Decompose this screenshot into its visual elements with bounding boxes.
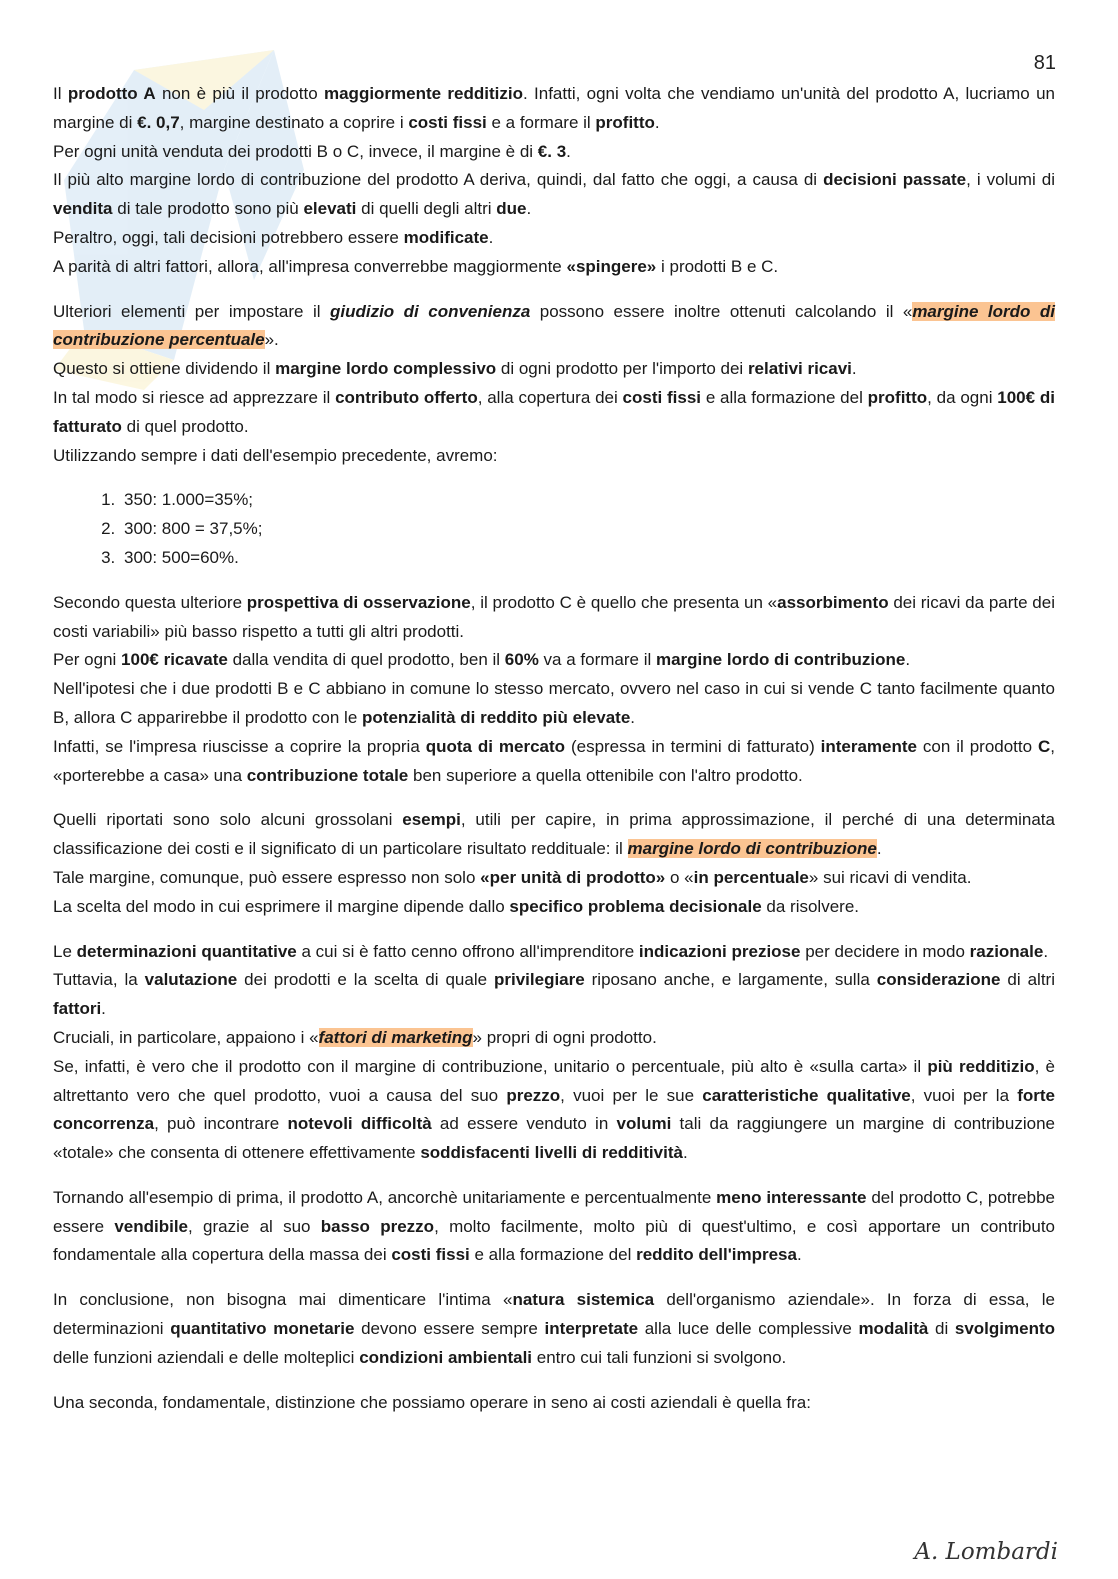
text-line (53, 675, 1055, 733)
bold-term: costi fissi (391, 1245, 470, 1265)
bold-term: €. 0,7 (137, 112, 180, 132)
text-run: delle funzioni aziendali e delle molteplici (53, 1347, 360, 1367)
text-run: , il prodotto C è quello che presenta un « (470, 592, 778, 612)
text-run: , i volumi di (966, 170, 1055, 190)
bold-term: prezzo (506, 1085, 561, 1105)
text-line (53, 966, 1055, 1024)
text-run: , vuoi per la (910, 1085, 1018, 1105)
text-run: va a formare il (538, 650, 656, 670)
text-run: con il prodotto (917, 736, 1038, 756)
bold-term: modalità (858, 1319, 929, 1339)
author-signature: A. Lombardi (914, 1539, 1058, 1565)
bold-term: interamente (820, 736, 918, 756)
text-line (53, 806, 1055, 864)
bold-term: privilegiare (494, 970, 585, 990)
bold-term: notevoli difficoltà (287, 1114, 432, 1134)
list-item: 1. 350: 1.000=35%; (120, 486, 1055, 515)
text-line (53, 298, 1055, 356)
text-line (53, 224, 1055, 253)
text-line (53, 1286, 1055, 1372)
text-line (53, 442, 1055, 471)
text-line (53, 733, 1055, 791)
text-run: per decidere in modo (800, 941, 970, 961)
text-run: . (1043, 941, 1049, 961)
text-run: o « (665, 867, 694, 887)
text-run: Il (53, 84, 68, 103)
list-item: 2. 300: 800 = 37,5%; (120, 515, 1055, 544)
text-run: e alla formazione del (701, 387, 868, 407)
bold-term: «spingere» (566, 256, 657, 276)
text-run: , grazie al suo (188, 1216, 321, 1236)
bold-term: contribuzione totale (246, 765, 409, 785)
text-line (53, 589, 1055, 647)
bold-term: valutazione (144, 970, 238, 990)
text-run: . (101, 999, 106, 1019)
text-run: alla luce delle complessive (638, 1319, 859, 1339)
text-run: , alla copertura dei (477, 387, 623, 407)
bold-term: due (496, 199, 527, 219)
text-run: dei prodotti e la scelta di quale (237, 970, 494, 990)
bold-term: costi fissi (408, 112, 487, 132)
paragraph (53, 298, 1055, 471)
text-run: di altri (1000, 970, 1055, 990)
bold-term: svolgimento (954, 1319, 1055, 1339)
text-line (53, 80, 1055, 138)
text-run: non è più il prodotto (155, 84, 324, 103)
numbered-list (53, 486, 1055, 572)
bold-term: considerazione (876, 970, 1001, 990)
bold-term: relativi ricavi (747, 359, 852, 379)
bold-term: in percentuale (693, 867, 809, 887)
text-line (53, 166, 1055, 224)
bold-term: costi fissi (622, 387, 702, 407)
text-line (53, 938, 1055, 967)
text-line (53, 864, 1055, 893)
bold-term: margine lordo di contribuzione (655, 650, 906, 670)
text-run: e a formare il (486, 112, 596, 132)
text-run: A parità di altri fattori, allora, all'impresa converrebbe maggiormente (53, 256, 567, 276)
text-run: Il più alto margine lordo di contribuzione del prodotto A deriva, quindi, dal fatto che oggi, a causa di (53, 170, 824, 190)
text-run: . Infatti, ogni volta che vendiamo un'unità del prodotto A, lucriamo un margine di (53, 84, 1055, 132)
bold-term: volumi (616, 1114, 672, 1134)
text-run: riposano anche, e largamente, sulla (584, 970, 877, 990)
text-run: Questo si ottiene dividendo il (53, 359, 276, 379)
text-run: , da ogni (927, 387, 998, 407)
bold-italic-term: giudizio di convenienza (329, 301, 531, 321)
text-run: (espressa in termini di fatturato) (565, 736, 821, 756)
bold-term: «per unità di prodotto» (480, 867, 666, 887)
text-line (53, 646, 1055, 675)
paragraph (53, 1286, 1055, 1372)
bold-term: più redditizio (927, 1056, 1035, 1076)
text-run: . (488, 227, 494, 247)
text-run: tali da raggiungere un margine di contribuzione «totale» che consenta di ottenere effettivamente (53, 1114, 1055, 1163)
text-run: da risolvere. (761, 896, 860, 916)
text-line (53, 253, 1055, 282)
text-run: Una seconda, fondamentale, distinzione che possiamo operare in seno ai costi aziendali è quella fra: (53, 1392, 811, 1412)
text-line (53, 1184, 1055, 1270)
text-line (53, 138, 1055, 167)
highlighted-term: fattori di marketing (318, 1027, 473, 1047)
bold-term: profitto (595, 112, 655, 132)
paragraph (53, 1389, 1055, 1418)
text-run: . (566, 141, 571, 161)
text-line (53, 1389, 1055, 1418)
text-run: Peraltro, oggi, tali decisioni potrebbero essere (53, 227, 404, 247)
text-run: » sui ricavi di vendita. (808, 867, 972, 887)
bold-term: indicazioni preziose (638, 941, 801, 961)
text-run: dell'organismo aziendale». In forza di essa, le determinazioni (53, 1290, 1055, 1339)
paragraph (53, 1184, 1055, 1270)
text-run: devono essere sempre (354, 1319, 545, 1339)
text-run: , vuoi per le sue (560, 1085, 703, 1105)
text-run: . (654, 112, 660, 132)
bold-term: prospettiva di osservazione (246, 592, 471, 612)
text-run: In tal modo si riesce ad apprezzare il (53, 387, 336, 407)
text-run: a cui si è fatto cenno offrono all'imprenditore (296, 941, 639, 961)
text-run: i prodotti B e C. (656, 256, 779, 276)
text-run: di ogni prodotto per l'importo dei (496, 359, 748, 379)
text-run: . (796, 1245, 802, 1265)
text-run: di tale prodotto sono più (112, 199, 304, 219)
text-run: ben superiore a quella ottenibile con l'altro prodotto. (408, 765, 803, 785)
text-run: entro cui tali funzioni si svolgono. (532, 1347, 787, 1367)
text-run: , può incontrare (154, 1114, 288, 1134)
bold-term: prodotto A (67, 84, 156, 103)
text-run: In conclusione, non bisogna mai dimenticare l'intima « (53, 1290, 513, 1310)
bold-term: quota di mercato (425, 736, 566, 756)
text-run: . (851, 359, 857, 379)
bold-term: caratteristiche qualitative (702, 1085, 911, 1105)
bold-term: condizioni ambientali (359, 1347, 533, 1367)
text-run: , utili per capire, in prima approssimazione, il perché di una determinata classificazione dei costi e il significato di un particolare risultato reddituale: il (53, 810, 1055, 859)
bold-term: vendibile (114, 1216, 188, 1236)
text-run: di (928, 1319, 955, 1339)
text-run: » propri di ogni prodotto. (472, 1027, 657, 1047)
bold-term: soddisfacenti livelli di redditività (420, 1143, 683, 1163)
text-run: ad essere venduto in (431, 1114, 617, 1134)
bold-term: natura sistemica (512, 1290, 655, 1310)
text-line (53, 1024, 1055, 1053)
bold-term: assorbimento (777, 592, 889, 612)
document-body (53, 80, 1055, 1433)
text-run: dalla vendita di quel prodotto, ben il (227, 650, 505, 670)
bold-term: esempi (402, 810, 461, 830)
text-run: Se, infatti, è vero che il prodotto con il margine di contribuzione, unitario o percentuale, più alto è «sulla carta» il (53, 1056, 928, 1076)
bold-term: reddito dell'impresa (636, 1245, 797, 1265)
text-line (53, 893, 1055, 922)
text-run: . (630, 707, 636, 727)
highlighted-term: margine lordo di contribuzione (627, 839, 877, 859)
text-run: ». (264, 330, 279, 350)
bold-term: fattori (53, 999, 102, 1019)
paragraph (53, 80, 1055, 282)
text-run: del prodotto C, potrebbe essere (53, 1187, 1056, 1236)
text-line (53, 1053, 1055, 1168)
bold-term: razionale (969, 941, 1044, 961)
bold-term: potenzialità di reddito più elevate (362, 707, 631, 727)
paragraph (53, 806, 1055, 921)
text-run: Infatti, se l'impresa riuscisse a coprire la propria (53, 736, 426, 756)
text-run: Le (53, 941, 77, 961)
text-run: Secondo questa ulteriore (53, 592, 247, 612)
bold-term: margine lordo complessivo (275, 359, 497, 379)
bold-term: 100€ ricavate (121, 650, 228, 670)
text-run: di quel prodotto. (121, 416, 249, 436)
text-run: . (682, 1143, 688, 1163)
bold-term: determinazioni quantitative (76, 941, 297, 961)
text-run: . (905, 650, 911, 670)
bold-term: vendita (53, 199, 113, 219)
bold-term: basso prezzo (320, 1216, 435, 1236)
bold-term: forte concorrenza (53, 1085, 1055, 1134)
text-run: Quelli riportati sono solo alcuni grossolani (53, 810, 403, 830)
text-run: , margine destinato a coprire i (179, 112, 409, 132)
bold-term: modificate (403, 227, 489, 247)
text-run: Per ogni unità venduta dei prodotti B o C, invece, il margine è di (53, 141, 538, 161)
text-run: Tornando all'esempio di prima, il prodotto A, ancorchè unitariamente e percentualmente (53, 1187, 717, 1207)
paragraph (53, 938, 1055, 1168)
bold-term: meno interessante (716, 1187, 867, 1207)
text-run: Cruciali, in particolare, appaiono i « (53, 1027, 319, 1047)
text-run: Utilizzando sempre i dati dell'esempio precedente, avremo: (53, 445, 498, 465)
bold-term: contributo offerto (335, 387, 478, 407)
text-run: e alla formazione del (469, 1245, 637, 1265)
bold-term: quantitativo monetarie (170, 1319, 355, 1339)
bold-term: profitto (867, 387, 928, 407)
bold-term: interpretate (544, 1319, 639, 1339)
text-run: , molto facilmente, molto più di quest'ultimo, e così apportare un contributo fondamentale alla copertura della massa dei (53, 1216, 1056, 1265)
bold-term: €. 3 (537, 141, 567, 161)
text-line (53, 384, 1055, 442)
text-run: La scelta del modo in cui esprimere il margine dipende dallo (53, 896, 510, 916)
text-run: , «porterebbe a casa» una (53, 736, 1056, 785)
bold-term: C (1038, 736, 1051, 756)
bold-term: maggiormente redditizio (323, 84, 523, 103)
text-run: , è altrettanto vero che quel prodotto, vuoi a causa del suo (53, 1056, 1055, 1105)
paragraph (53, 589, 1055, 791)
text-run: Tuttavia, la (53, 970, 145, 990)
text-run: Ulteriori elementi per impostare il (53, 301, 330, 321)
text-run: dei ricavi da parte dei costi variabili» più basso rispetto a tutti gli altri prodotti. (53, 592, 1055, 641)
text-run: di quelli degli altri (356, 199, 497, 219)
list-item: 3. 300: 500=60%. (120, 544, 1055, 573)
bold-term: 100€ di fatturato (53, 387, 1055, 436)
bold-term: elevati (303, 199, 357, 219)
text-line (53, 355, 1055, 384)
bold-term: decisioni passate (823, 170, 967, 190)
text-run: . (526, 199, 532, 219)
text-run: Tale margine, comunque, può essere espresso non solo (53, 867, 481, 887)
text-run: possono essere inoltre ottenuti calcolando il « (530, 301, 913, 321)
text-run: Per ogni (53, 650, 122, 670)
bold-term: specifico problema decisionale (509, 896, 762, 916)
text-run: Nell'ipotesi che i due prodotti B e C abbiano in comune lo stesso mercato, ovvero nel caso in cui si vende C tanto facilmente quanto B, allora C apparirebbe il prodotto con le (53, 679, 1055, 727)
page-number: 81 (1033, 52, 1056, 74)
text-run: . (876, 839, 882, 859)
highlighted-term: margine lordo di contribuzione percentuale (53, 301, 1056, 350)
bold-term: 60% (504, 650, 539, 670)
